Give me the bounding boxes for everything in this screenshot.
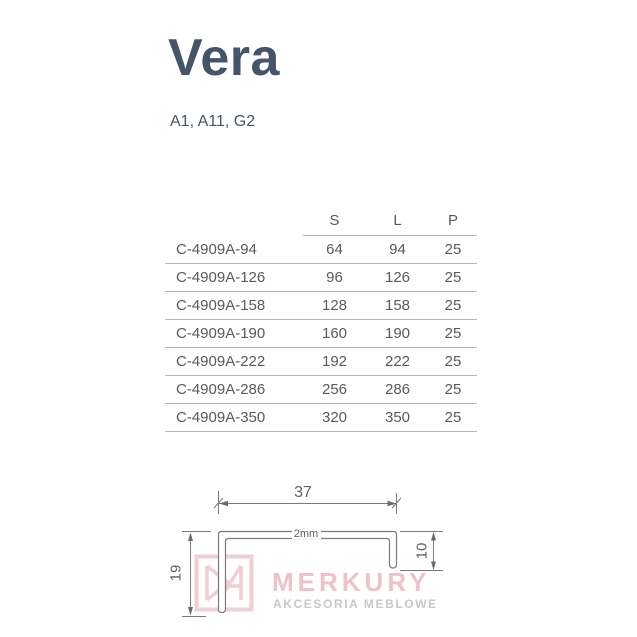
l-cell: 286 [366,376,429,404]
l-cell: 350 [366,404,429,432]
col-header-p: P [429,206,477,236]
p-cell: 25 [429,292,477,320]
l-cell: 222 [366,348,429,376]
l-cell: 158 [366,292,429,320]
l-cell: 190 [366,320,429,348]
dim-right-height-label: 10 [413,542,431,560]
dim-width-label: 37 [294,484,312,501]
thickness-label: 2mm [293,528,319,540]
model-cell: C-4909A-190 [165,320,303,348]
col-header-s: S [303,206,366,236]
p-cell: 25 [429,320,477,348]
model-cell: C-4909A-222 [165,348,303,376]
col-header-l: L [366,206,429,236]
s-cell: 192 [303,348,366,376]
p-cell: 25 [429,348,477,376]
s-cell: 96 [303,264,366,292]
model-cell: C-4909A-126 [165,264,303,292]
thickness-annotation [292,526,321,540]
s-cell: 256 [303,376,366,404]
watermark-tagline-text: AKCESORIA MEBLOWE [273,597,438,611]
s-cell: 128 [303,292,366,320]
p-cell: 25 [429,404,477,432]
profile-outline [219,532,397,613]
p-cell: 25 [429,376,477,404]
dim-right-height [400,532,443,571]
l-cell: 126 [366,264,429,292]
model-cell: C-4909A-350 [165,404,303,432]
dim-left-height [168,532,212,617]
model-cell: C-4909A-158 [165,292,303,320]
p-cell: 25 [429,236,477,264]
page-title: Vera [168,29,280,87]
dim-width [214,484,401,514]
dim-left-height-label: 19 [167,564,185,582]
s-cell: 64 [303,236,366,264]
p-cell: 25 [429,264,477,292]
model-cell: C-4909A-94 [165,236,303,264]
watermark-brand-text: MERKURY [272,567,431,597]
s-cell: 320 [303,404,366,432]
l-cell: 94 [366,236,429,264]
page-subtitle: A1, A11, G2 [170,113,256,130]
model-cell: C-4909A-286 [165,376,303,404]
s-cell: 160 [303,320,366,348]
